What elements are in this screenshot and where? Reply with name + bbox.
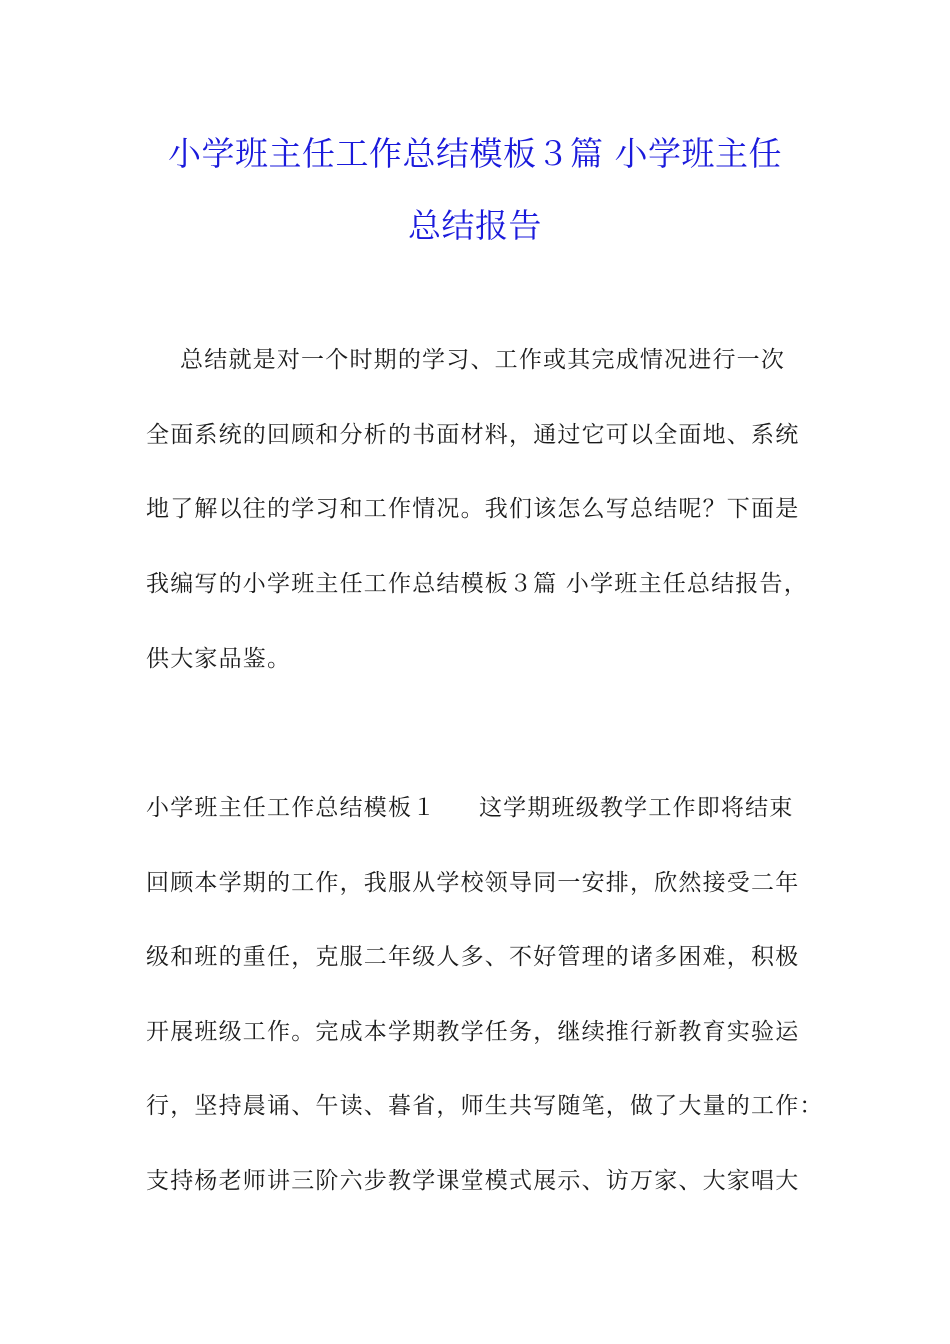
- body-paragraph-line: 小学班主任工作总结模板１ 这学期班级教学工作即将结束: [146, 795, 794, 821]
- document-title-line-1: 小学班主任工作总结模板３篇 小学班主任: [168, 134, 782, 173]
- intro-paragraph-line: 供大家品鉴。: [146, 646, 292, 672]
- intro-paragraph-line: 地了解以往的学习和工作情况。我们该怎么写总结呢？下面是: [146, 496, 800, 522]
- intro-paragraph-line: 总结就是对一个时期的学习、工作或其完成情况进行一次: [146, 347, 786, 373]
- body-paragraph-line: 开展班级工作。完成本学期教学任务，继续推行新教育实验运: [146, 1019, 800, 1045]
- body-paragraph-line: 级和班的重任，克服二年级人多、不好管理的诸多困难，积极: [146, 944, 800, 970]
- body-paragraph-line: 支持杨老师讲三阶六步教学课堂模式展示、访万家、大家唱大: [146, 1168, 800, 1194]
- body-paragraph-line: 行，坚持晨诵、午读、暮省，师生共写随笔，做了大量的工作：: [146, 1093, 824, 1119]
- body-paragraph-line: 回顾本学期的工作，我服从学校领导同一安排，欣然接受二年: [146, 870, 800, 896]
- intro-paragraph-line: 全面系统的回顾和分析的书面材料，通过它可以全面地、系统: [146, 422, 800, 448]
- intro-paragraph-line: 我编写的小学班主任工作总结模板３篇 小学班主任总结报告，: [146, 571, 808, 597]
- document-title-line-2: 总结报告: [408, 206, 542, 245]
